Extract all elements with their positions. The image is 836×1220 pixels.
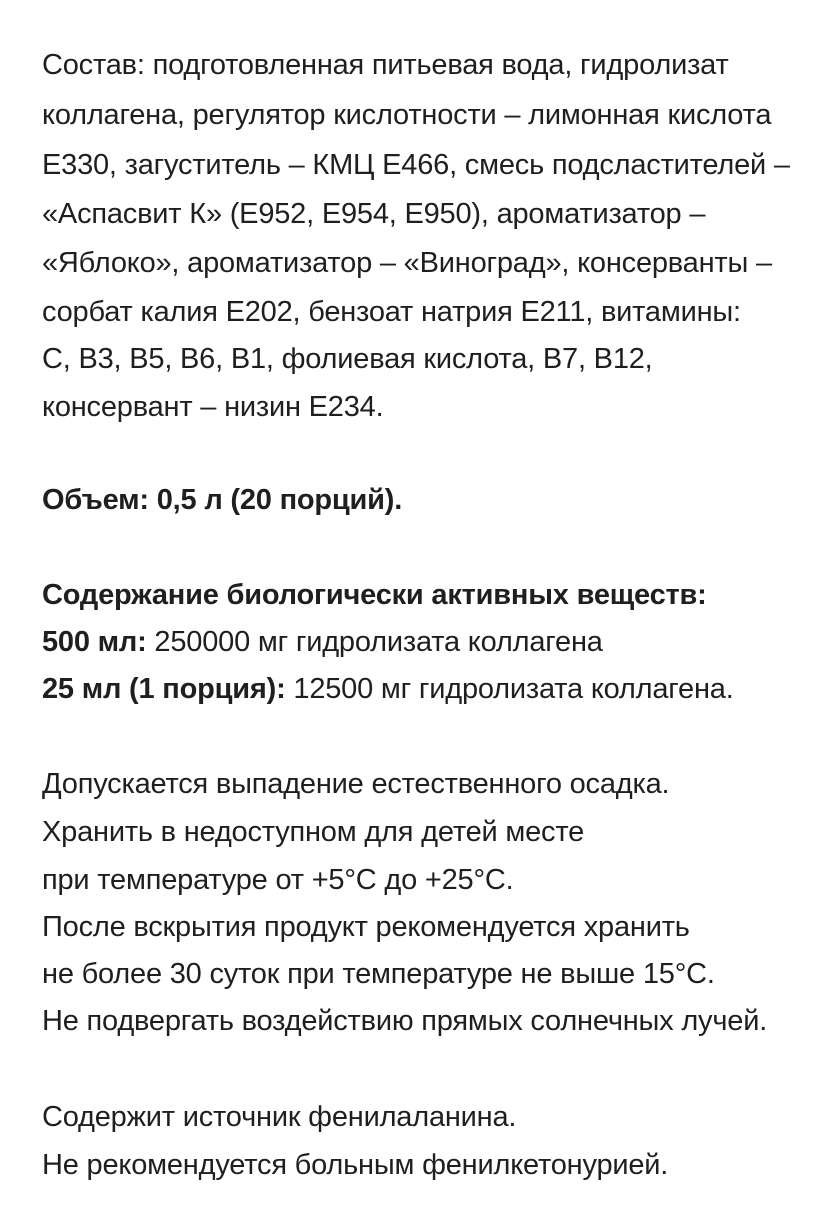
warning-line: Не рекомендуется больным фенилкетонурией.	[42, 1149, 669, 1181]
composition-line: консервант – низин Е234.	[42, 391, 384, 423]
composition-line: коллагена, регулятор кислотности – лимонная кислота	[42, 99, 772, 131]
composition-line: Е330, загуститель – КМЦ Е466, смесь подсластителей –	[42, 149, 790, 181]
warning-line: Содержит источник фенилаланина.	[42, 1101, 517, 1133]
storage-line: Хранить в недоступном для детей месте	[42, 816, 585, 848]
active-substances-heading: Содержание биологически активных веществ:	[42, 579, 707, 611]
volume-text: Объем: 0,5 л (20 порций).	[42, 484, 403, 516]
storage-line: не более 30 суток при температуре не выше 15°С.	[42, 958, 715, 990]
row-label: 500 мл:	[42, 626, 147, 658]
row-value: 12500 мг гидролизата коллагена.	[285, 673, 734, 705]
composition-line: сорбат калия Е202, бензоат натрия Е211, витамины:	[42, 296, 741, 328]
composition-line: «Аспасвит К» (Е952, Е954, Е950), ароматизатор –	[42, 198, 706, 230]
active-substances-row	[42, 672, 734, 706]
storage-line: Допускается выпадение естественного осадка.	[42, 768, 670, 800]
composition-line: Состав: подготовленная питьевая вода, гидролизат	[42, 49, 729, 81]
storage-line: После вскрытия продукт рекомендуется хранить	[42, 911, 690, 943]
composition-line: «Яблоко», ароматизатор – «Виноград», консерванты –	[42, 247, 772, 279]
storage-line: при температуре от +5°С до +25°С.	[42, 864, 514, 896]
row-value: 250000 мг гидролизата коллагена	[146, 626, 603, 658]
active-substances-row	[42, 625, 603, 659]
composition-line: С, В3, В5, В6, В1, фолиевая кислота, В7, В12,	[42, 343, 653, 375]
row-label: 25 мл (1 порция):	[42, 673, 286, 705]
storage-line: Не подвергать воздействию прямых солнечных лучей.	[42, 1005, 768, 1037]
